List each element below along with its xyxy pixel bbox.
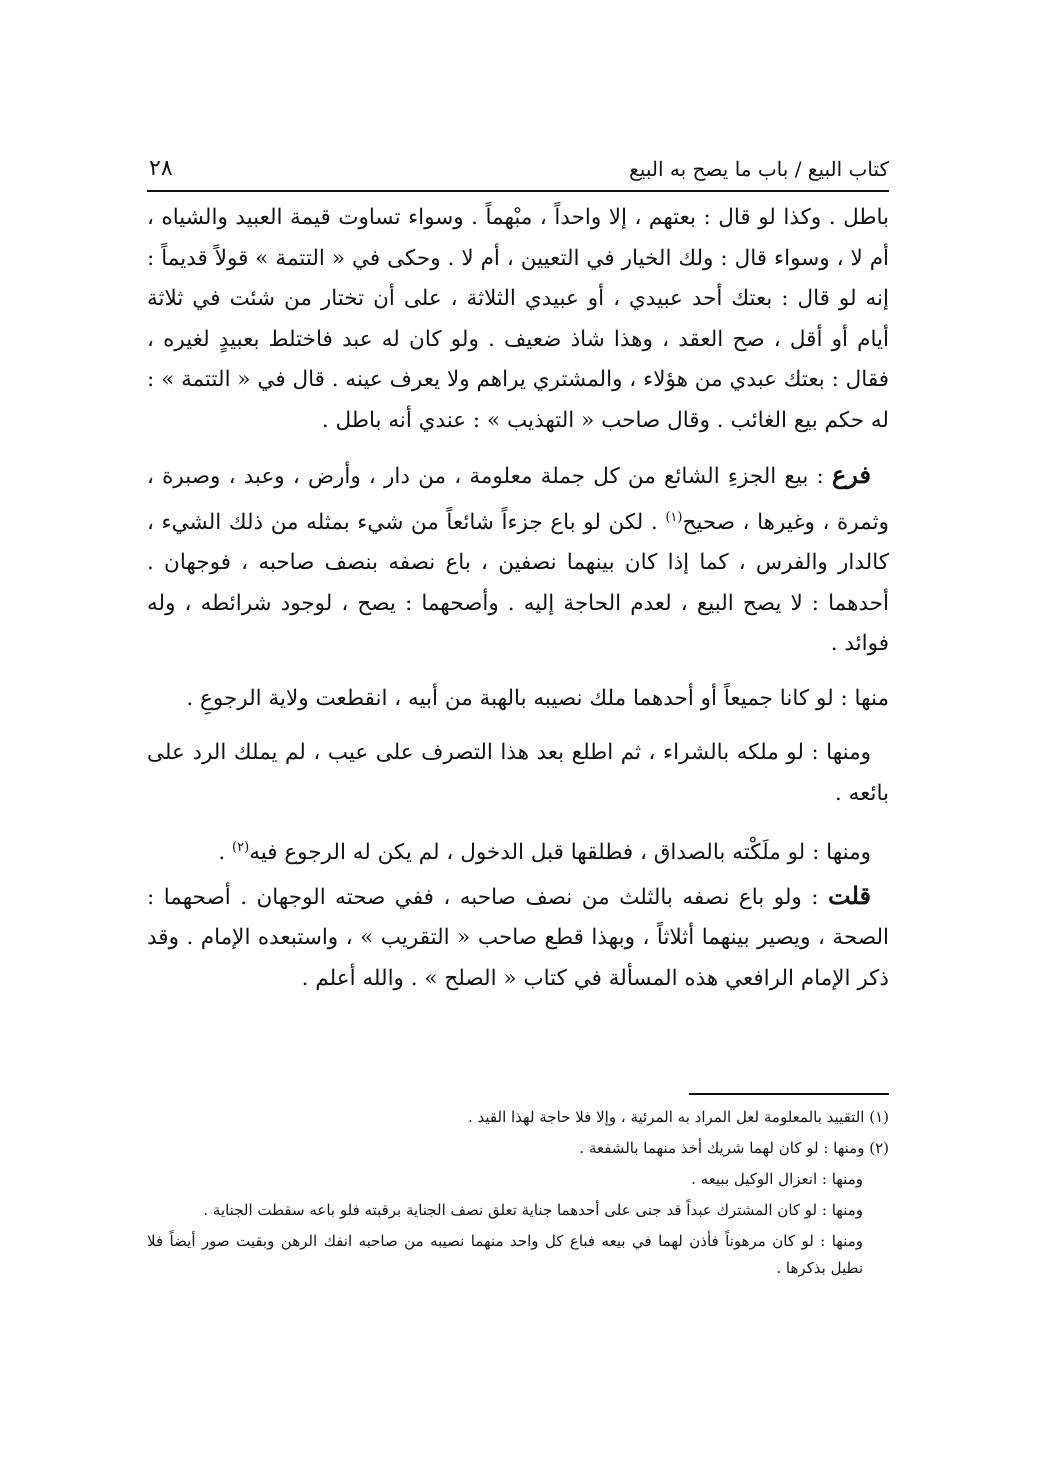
paragraph — [147, 828, 889, 874]
paragraph — [147, 455, 889, 665]
running-header — [147, 150, 889, 192]
paragraph — [147, 198, 889, 441]
footnote-continuation: ومنها : لو كان مرهوناً فأذن لهما في بيعه فباع كل واحد منهما نصيبه من صاحبه انفك الرهن وبقيت صور أيضاً فلا نطيل بذكرها . — [147, 1232, 863, 1277]
paragraph-text-continued: . — [218, 840, 233, 866]
footnotes — [147, 1104, 889, 1286]
footnote-continuation: ومنها : انعزال الوكيل ببيعه . — [691, 1170, 863, 1188]
footnote-continuation: ومنها : لو كان المشترك عبداً قد جنى على أحدهما جناية تعلق نصف الجناية برقبته فلو باعه سقطت الجناية . — [203, 1201, 863, 1219]
footnote-divider — [689, 1093, 889, 1095]
paragraph-text: : بيع الجزءِ الشائع من كل جملة معلومة ، من دار ، وأرض ، وعبد ، وصبرة ، وثمرة ، وغيرها ، صحيح — [147, 464, 889, 535]
paragraph — [147, 876, 889, 1000]
paragraph-text: ومنها : لو ملَكْته بالصداق ، فطلقها قبل الدخول ، لم يكن له الرجوع فيه — [249, 840, 871, 866]
footnote-reference[interactable]: (١) — [665, 509, 683, 525]
chapter-title: كتاب البيع / باب ما يصح به البيع — [629, 157, 889, 181]
paragraph-lead-word: قلت — [828, 880, 871, 910]
main-text — [147, 198, 889, 1013]
footnote: (١) التقييد بالمعلومة لعل المراد به المرئية ، وإلا فلا حاجة لهذا القيد . — [467, 1108, 889, 1126]
paragraph — [147, 679, 889, 720]
footnote-reference[interactable]: (٢) — [232, 840, 250, 856]
paragraph-lead-word: فرع — [831, 460, 871, 489]
paragraph-text-continued: . لكن لو باع جزءاً شائعاً من شيء بمثله من ذلك الشيء ، كالدار والفرس ، كما إذا كان بينهما نصفين ، باع نصفه بنصف صاحبه ، فوجهان . أحدهما : لا يصح البيع ، لعدم الحاجة إليه . وأصحهما : يصح ، لوجود شرائطه ، وله فوائد . — [147, 509, 889, 657]
footnote: (٢) ومنها : لو كان لهما شريك أخذ منهما بالشفعة . — [579, 1139, 889, 1157]
paragraph-text: منها : لو كانا جميعاً أو أحدهما ملك نصيبه بالهبة من أبيه ، انقطعت ولاية الرجوعِ . — [186, 685, 889, 711]
paragraph-text: ومنها : لو ملكه بالشراء ، ثم اطلع بعد هذا التصرف على عيب ، لم يملك الرد على بائعه . — [147, 740, 889, 806]
paragraph-text: باطل . وكذا لو قال : بعتهم ، إلا واحداً ، مبْهماً . وسواء تساوت قيمة العبيد والشياه ، أم لا ، وسواء قال : ولك الخيار في التعيين ، أم لا . وحكى في « التتمة » قولاً قديماً : إنه لو قال : بعتك أحد عبيدي ، أو عبيدي الثلاثة ، على أن تختار من شئت في ثلاثة أيام أو أقل ، صح العقد ، وهذا شاذ ضعيف . ولو كان له عبد فاختلط بعبيدٍ لغيره ، فقال : بعتك عبدي من هؤلاء ، والمشتري يراهم ولا يعرف عينه . قال في « التتمة » : له حكم بيع الغائب . وقال صاحب « التهذيب » : عندي أنه باطل . — [147, 205, 890, 433]
paragraph — [147, 733, 889, 814]
paragraph-text: : ولو باع نصفه بالثلث من نصف صاحبه ، ففي صحته الوجهان . أصحهما : الصحة ، ويصير بينهما أثلاثاً ، وبهذا قطع صاحب « التقريب » ، واستبعده الإمام . وقد ذكر الإمام الرافعي هذه المسألة في كتاب « الصلح » . والله أعلم . — [147, 884, 889, 991]
page-number: ٢٨ — [149, 156, 173, 181]
